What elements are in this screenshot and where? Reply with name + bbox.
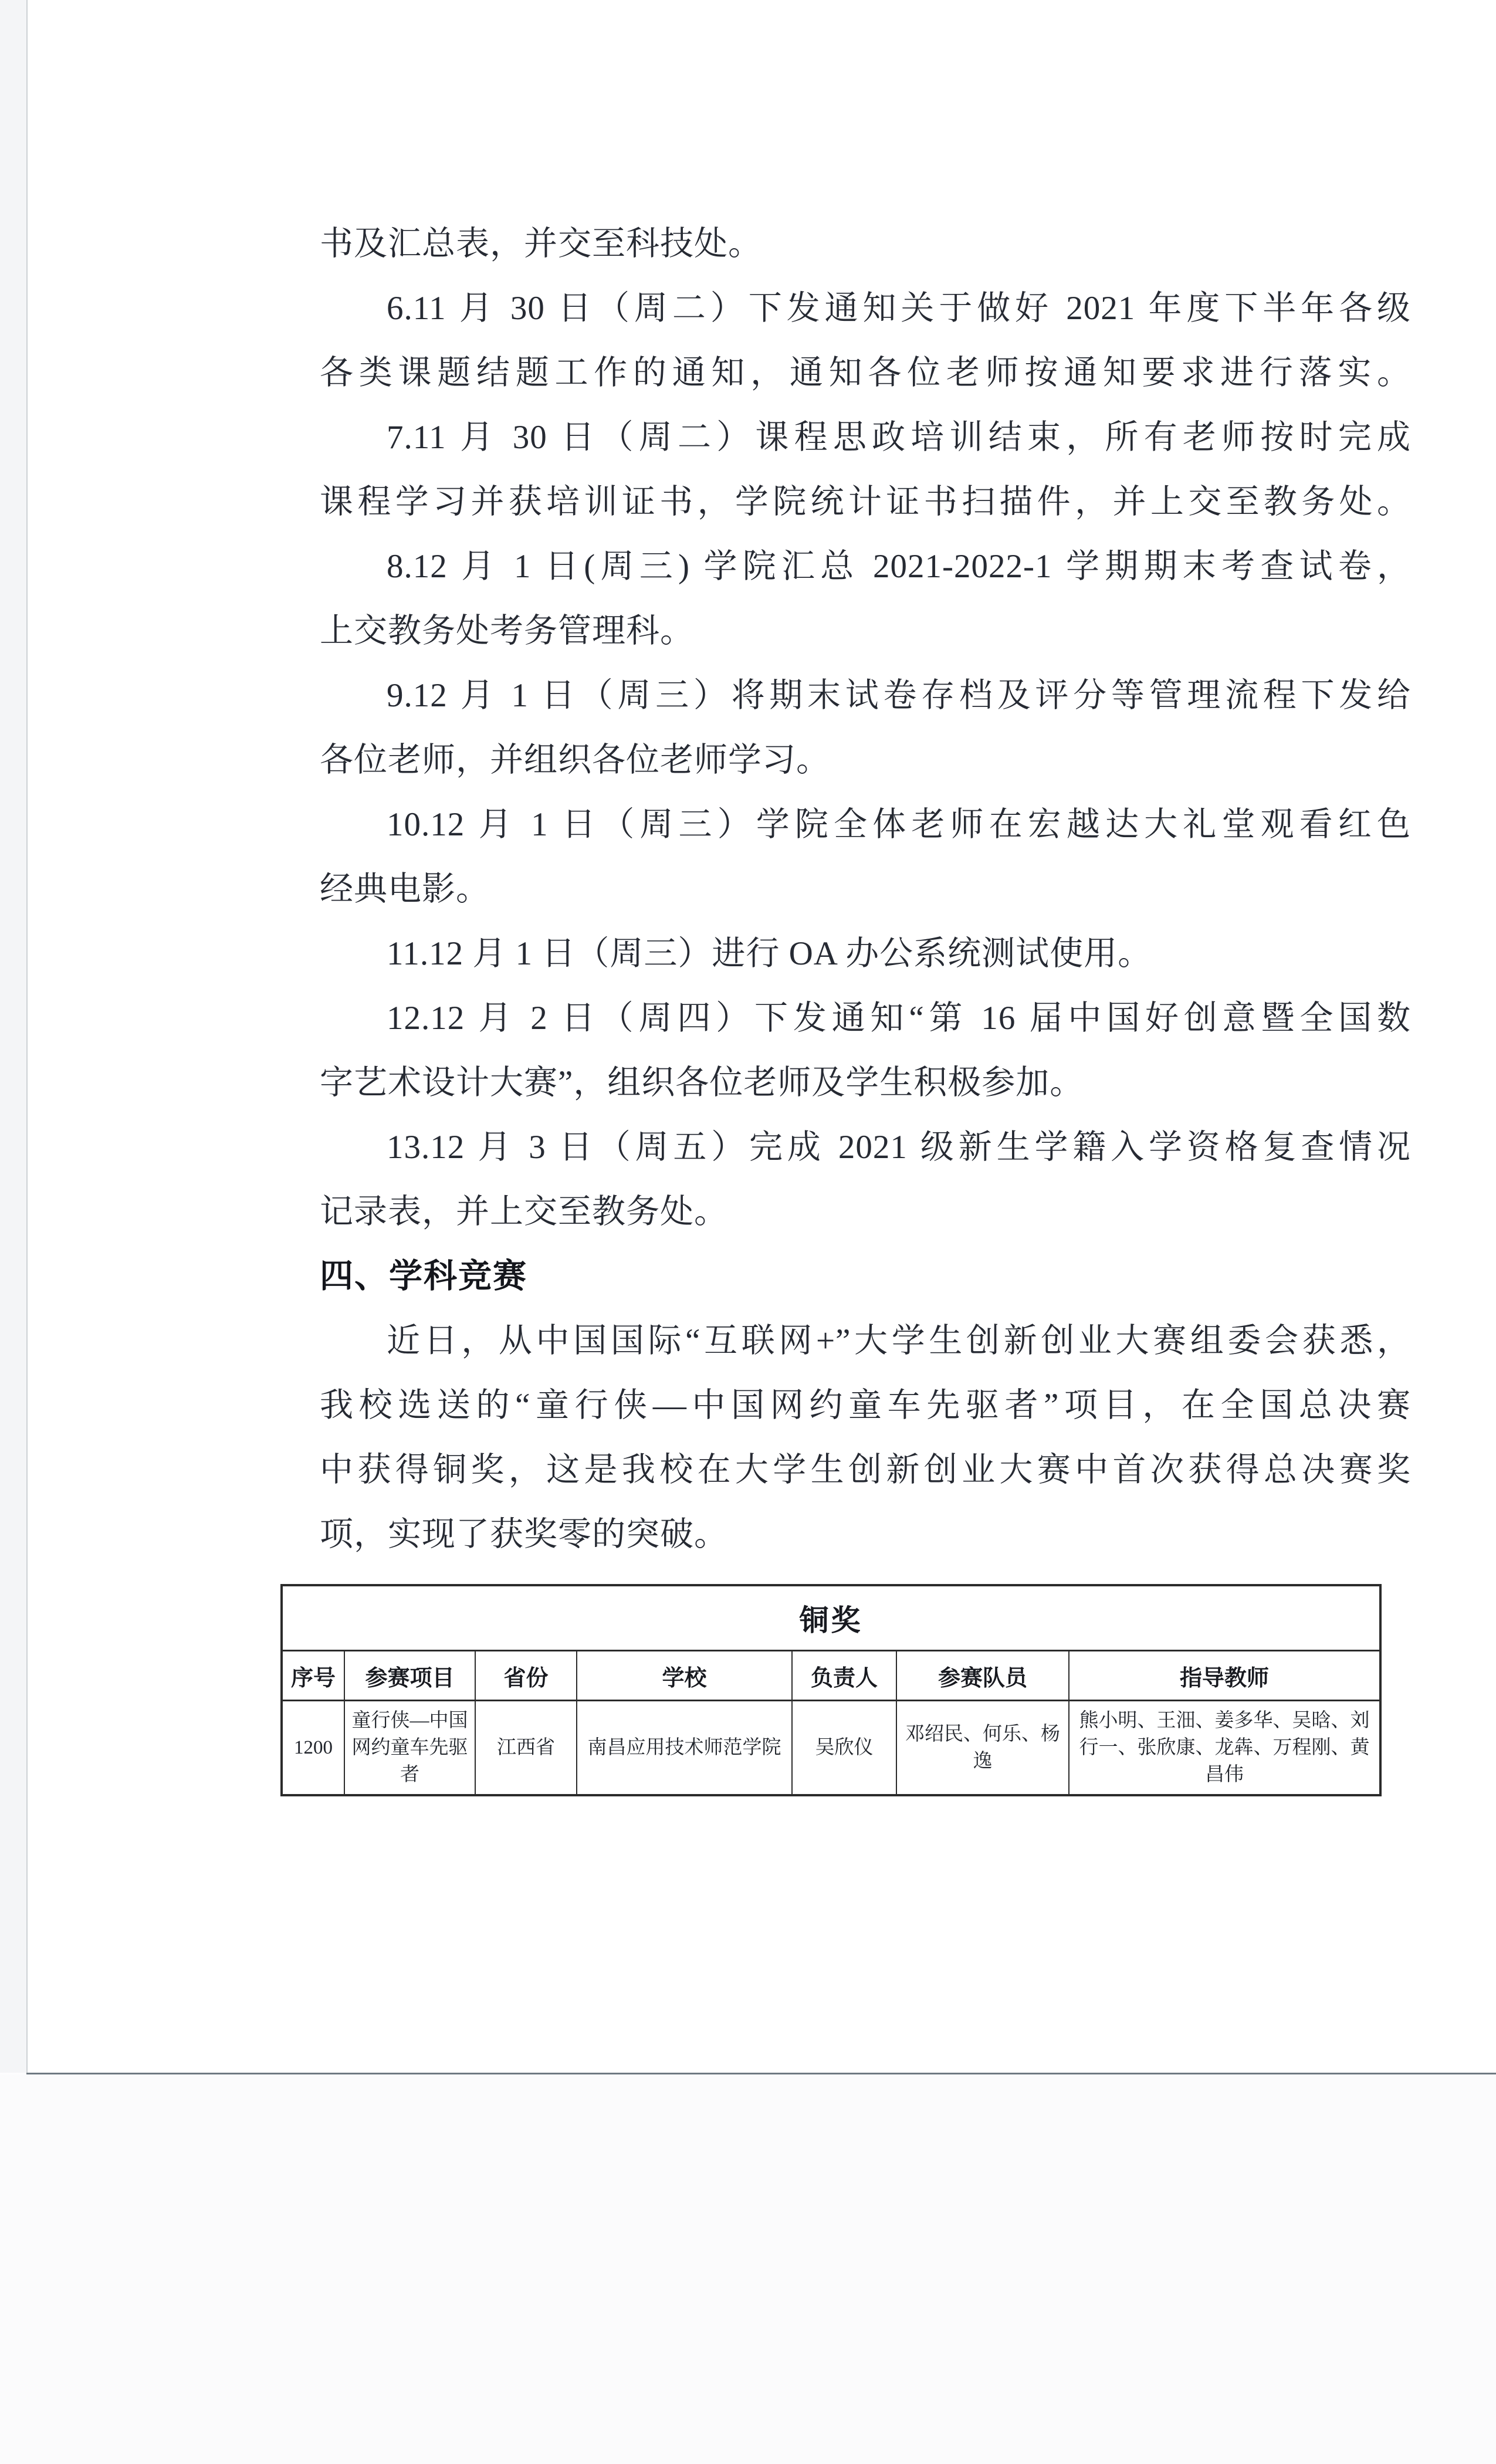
text-line: 中获得铜奖，这是我校在大学生创新创业大赛中首次获得总决赛奖 <box>320 1451 1411 1488</box>
text-line: 12.12 月 2 日（周四）下发通知“第 16 届中国好创意暨全国数 <box>387 1000 1411 1037</box>
text-line: 各类课题结题工作的通知，通知各位老师按通知要求进行落实。 <box>320 354 1411 391</box>
header-school: 学校 <box>577 1651 792 1701</box>
header-province: 省份 <box>475 1651 577 1701</box>
text-line: 上交教务处考务管理科。 <box>320 612 694 649</box>
cell-advisors: 熊小明、王沺、姜多华、吴晗、刘行一、张欣康、龙犇、万程刚、黄昌伟 <box>1069 1701 1380 1796</box>
bronze-award-table <box>280 1584 1382 1796</box>
table-title: 铜奖 <box>282 1585 1380 1651</box>
cell-school: 南昌应用技术师范学院 <box>577 1701 792 1796</box>
text-line: 7.11 月 30 日（周二）课程思政培训结束，所有老师按时完成 <box>387 419 1411 456</box>
cell-index: 1200 <box>282 1701 344 1796</box>
text-line: 经典电影。 <box>320 871 490 908</box>
text-line: 课程学习并获培训证书，学院统计证书扫描件，并上交至教务处。 <box>320 483 1411 520</box>
text-line: 8.12 月 1 日(周三) 学院汇总 2021-2022-1 学期期末考查试卷， <box>387 548 1411 585</box>
text-line: 6.11 月 30 日（周二）下发通知关于做好 2021 年度下半年各级 <box>387 290 1411 327</box>
cell-province: 江西省 <box>475 1701 577 1796</box>
text-line: 字艺术设计大赛”，组织各位老师及学生积极参加。 <box>320 1064 1084 1101</box>
text-line: 书及汇总表，并交至科技处。 <box>320 225 762 262</box>
table-row <box>282 1701 1380 1796</box>
header-index: 序号 <box>282 1651 344 1701</box>
table-header-row <box>282 1651 1380 1701</box>
text-line: 13.12 月 3 日（周五）完成 2021 级新生学籍入学资格复查情况 <box>387 1129 1411 1166</box>
header-members: 参赛队员 <box>896 1651 1069 1701</box>
text-line: 我校选送的“童行侠—中国网约童车先驱者”项目，在全国总决赛 <box>320 1387 1411 1424</box>
cell-project: 童行侠—中国网约童车先驱者 <box>344 1701 475 1796</box>
cell-members: 邓绍民、何乐、杨逸 <box>896 1701 1069 1796</box>
text-line: 9.12 月 1 日（周三）将期末试卷存档及评分等管理流程下发给 <box>387 677 1411 714</box>
section-heading: 四、学科竞赛 <box>320 1258 527 1295</box>
table-title-row <box>282 1585 1380 1651</box>
header-advisors: 指导教师 <box>1069 1651 1380 1701</box>
cell-leader: 吴欣仪 <box>792 1701 896 1796</box>
text-line: 各位老师，并组织各位老师学习。 <box>320 742 830 779</box>
text-line: 记录表，并上交至教务处。 <box>320 1193 728 1230</box>
text-line: 10.12 月 1 日（周三）学院全体老师在宏越达大礼堂观看红色 <box>387 806 1411 843</box>
scan-background-below-page <box>0 2074 1496 2464</box>
header-leader: 负责人 <box>792 1651 896 1701</box>
header-project: 参赛项目 <box>344 1651 475 1701</box>
text-line: 11.12 月 1 日（周三）进行 OA 办公系统测试使用。 <box>387 935 1152 972</box>
scan-background-strip <box>0 0 26 2073</box>
document-body <box>320 212 1411 1567</box>
text-line: 近日，从中国国际“互联网+”大学生创新创业大赛组委会获悉， <box>387 1322 1411 1359</box>
text-line: 项，实现了获奖零的突破。 <box>320 1516 728 1553</box>
